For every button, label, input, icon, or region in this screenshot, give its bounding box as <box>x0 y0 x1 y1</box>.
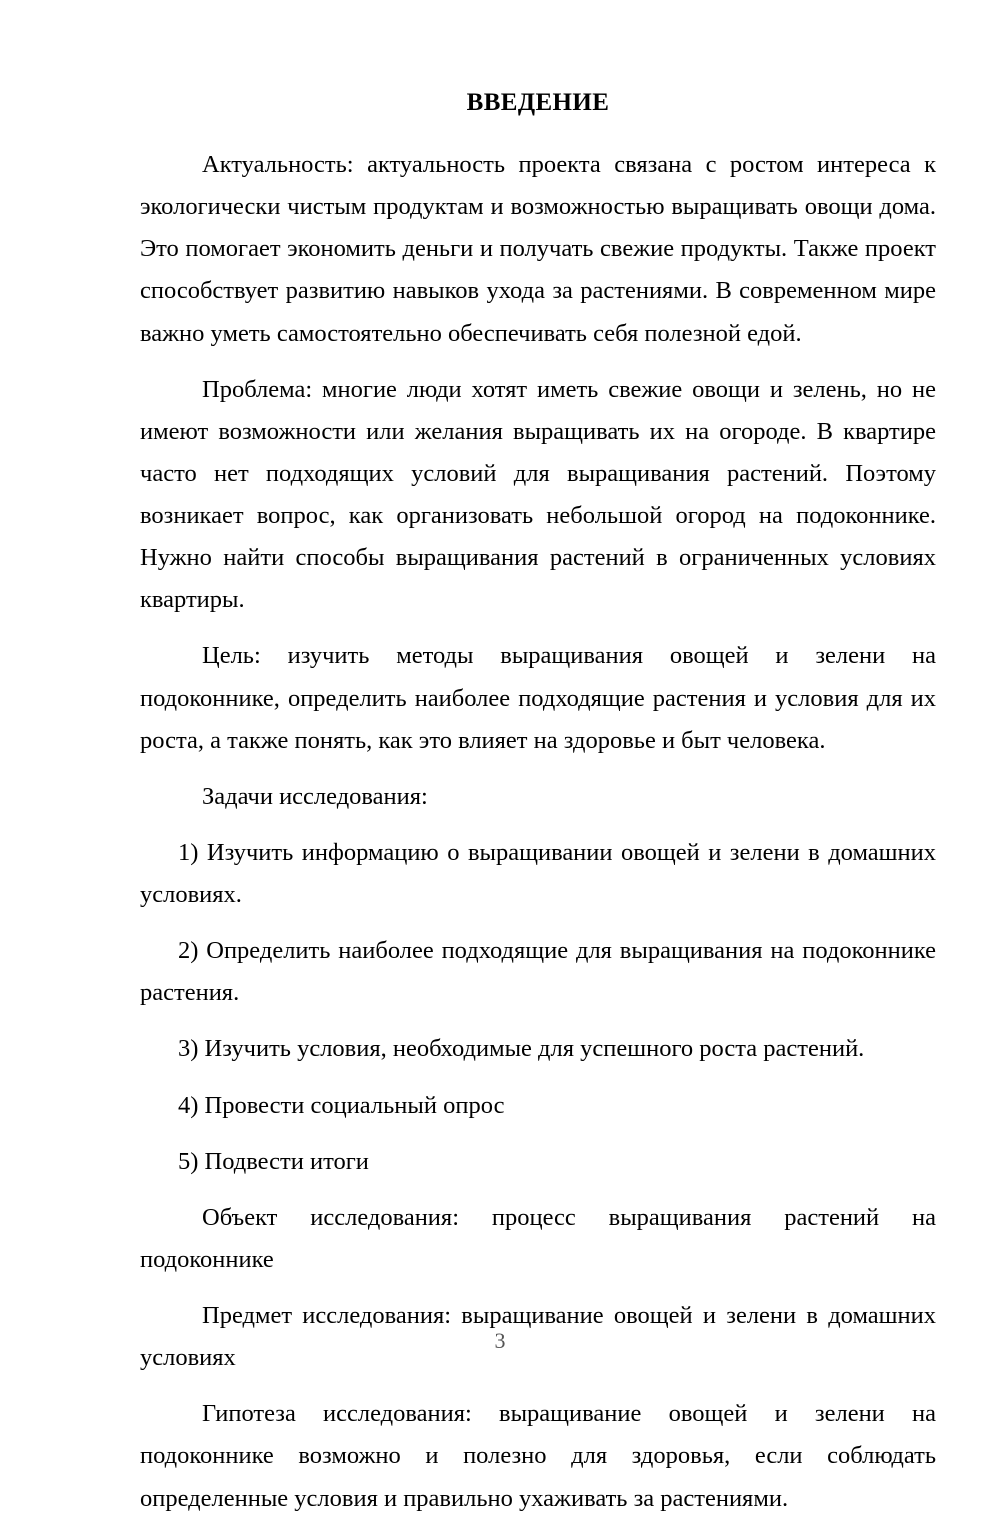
page-number: 3 <box>494 1328 506 1353</box>
paragraph-subject: Предмет исследования: выращивание овощей и зелени в домашних условиях <box>140 1302 936 1372</box>
paragraph-problem: Проблема: многие люди хотят иметь свежие овощи и зелень, но не имеют возможности или желания выращивать их на огороде. В квартире часто нет подходящих условий для выращивания растений. Поэтому возникает вопрос, как организовать небольшой огород на подоконнике. Нужно найти способы выращивания растений в ограниченных условиях квартиры. <box>140 375 936 614</box>
paragraph-goal: Цель: изучить методы выращивания овощей и зелени на подоконнике, определить наиболее подходящие растения и условия для их роста, а также понять, как это влияет на здоровье и быт человека. <box>140 642 936 754</box>
paragraph-relevance: Актуальность: актуальность проекта связана с ростом интереса к экологически чистым продуктам и возможностью выращивать овощи дома. Это помогает экономить деньги и получать свежие продукты. Также проект способствует развитию навыков ухода за растениями. В современном мире важно уметь самостоятельно обеспечивать себя полезной едой. <box>140 151 936 347</box>
tasks-heading: Задачи исследования: <box>202 782 428 810</box>
page-title: ВВЕДЕНИЕ <box>466 89 610 116</box>
task-item-2: 2) Определить наиболее подходящие для выращивания на подоконнике растения. <box>140 937 936 1007</box>
task-item-4: 4) Провести социальный опрос <box>178 1091 505 1119</box>
document-body <box>140 88 936 1534</box>
task-item-5: 5) Подвести итоги <box>178 1147 369 1175</box>
paragraph-hypothesis: Гипотеза исследования: выращивание овощей и зелени на подоконнике возможно и полезно для здоровья, если соблюдать определенные условия и правильно ухаживать за растениями. <box>140 1400 936 1512</box>
task-item-1: 1) Изучить информацию о выращивании овощей и зелени в домашних условиях. <box>140 838 936 908</box>
paragraph-object: Объект исследования: процесс выращивания растений на подоконнике <box>140 1203 936 1273</box>
task-item-3: 3) Изучить условия, необходимые для успешного роста растений. <box>178 1035 865 1063</box>
